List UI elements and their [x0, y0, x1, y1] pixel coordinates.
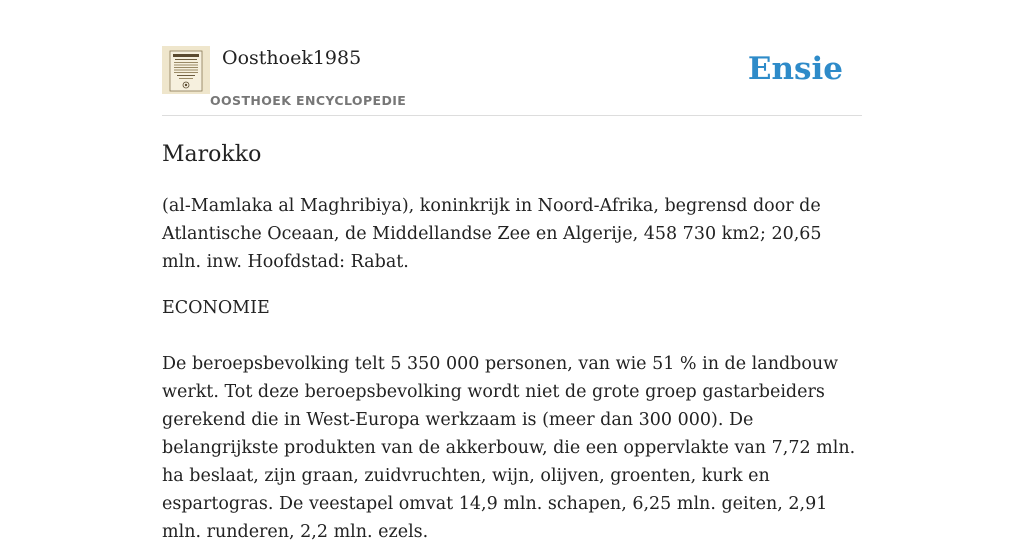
- avatar[interactable]: [162, 46, 210, 94]
- book-cover-icon: [162, 46, 210, 94]
- article-card: [162, 0, 862, 542]
- article-intro: (al-Mamlaka al Maghribiya), koninkrijk in Noord-Afrika, begrensd door de Atlantische Oceaan, de Middellandse Zee en Algerije, 458 730 km2; 20,65 mln. inw. Hoofdstad: Rabat.: [162, 196, 822, 272]
- publisher-label: OOSTHOEK ENCYCLOPEDIE: [210, 93, 407, 108]
- article-header: [162, 0, 862, 116]
- article-content: [162, 192, 862, 546]
- author-link[interactable]: Oosthoek1985: [222, 47, 362, 69]
- article-body: De beroepsbevolking telt 5 350 000 personen, van wie 51 % in de landbouw werkt. Tot deze beroepsbevolking wordt niet de grote groep gastarbeiders gerekend die in West-Europa werkzaam is (meer dan 300 000). De belangrijkste produkten van de akkerbouw, die een oppervlakte van 7,72 mln. ha beslaat, zijn graan, zuidvruchten, wijn, olijven, groenten, kurk en espartogras. De veestapel omvat 14,9 mln. schapen, 6,25 mln. geiten, 2,91 mln. runderen, 2,2 mln. ezels.: [162, 354, 856, 542]
- page-title: Marokko: [162, 142, 262, 167]
- ensie-logo[interactable]: Ensie: [747, 51, 843, 87]
- section-heading: ECONOMIE: [162, 298, 270, 318]
